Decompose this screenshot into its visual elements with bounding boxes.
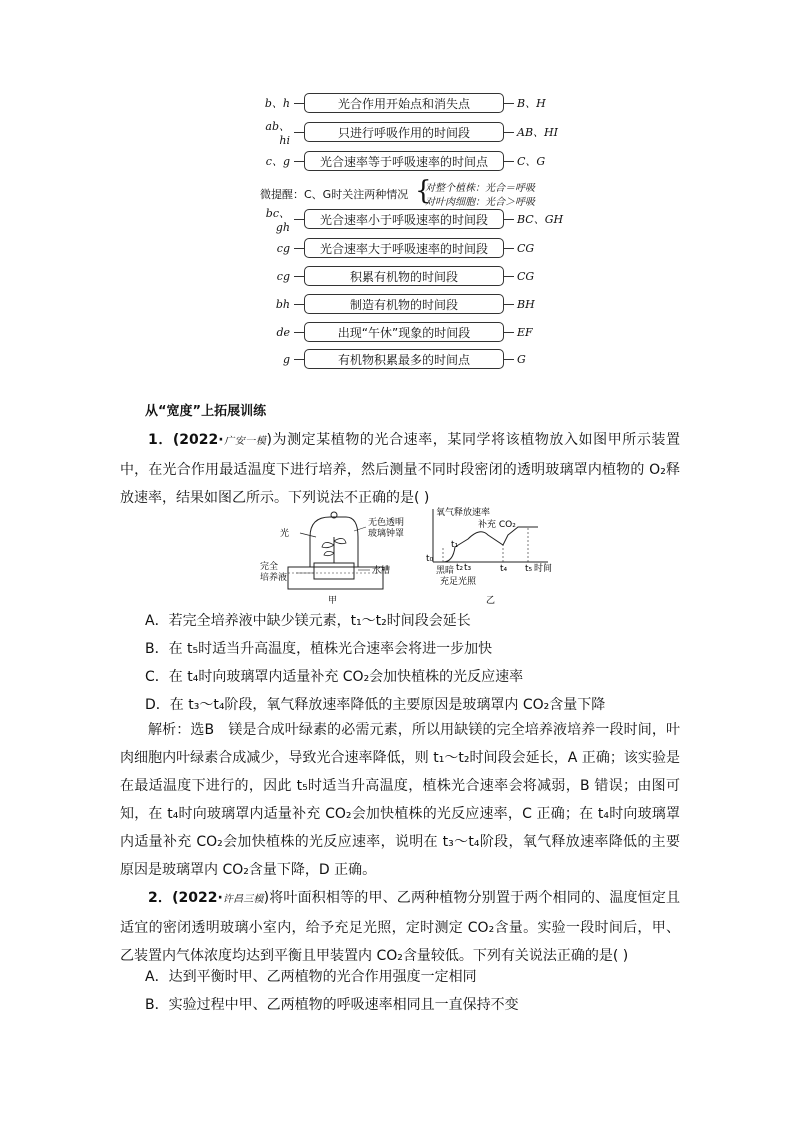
q1-option-a: A．若完全培养液中缺少镁元素，t₁～t₂时间段会延长 bbox=[145, 613, 471, 629]
map-right-key: B、H bbox=[517, 97, 546, 110]
question-1 bbox=[120, 426, 680, 512]
yi-light-label: 充足光照 bbox=[440, 577, 477, 587]
map-box: 制造有机物的时间段 bbox=[304, 294, 504, 314]
map-right-key: EF bbox=[517, 325, 533, 339]
map-right-key: C、G bbox=[517, 155, 546, 168]
map-right-key: G bbox=[517, 352, 526, 366]
t2-label: t₂ bbox=[456, 563, 464, 573]
map-row bbox=[260, 348, 580, 370]
t3-label: t₃ bbox=[464, 563, 472, 573]
tip-line-1: 对整个植株：光合＝呼吸 bbox=[425, 183, 535, 194]
map-row bbox=[260, 265, 580, 287]
q1-analysis-text: 解析：选B 镁是合成叶绿素的必需元素，所以用缺镁的完全培养液培养一段时间，叶肉细胞内叶绿素合成减少，导致光合速率降低，则 t₁～t₂时间段会延长，A 正确；该实验是在最适温度下进行的，因此 t₅时适当升高温度，植株光合速率会将减弱，B 错误；由图可知，在 t₄时向玻璃罩内适量补充 CO₂会加快植株的光反应速率，C 正确；在 t₄时向玻璃罩内适量补充 CO₂会加快植株的光反应速率，说明在 t₃～t₄阶段，氧气释放速率降低的主要原因是玻璃罩内 CO₂含量下降，D 正确。 bbox=[120, 722, 680, 878]
map-row bbox=[260, 92, 580, 114]
jia-cover-label-2: 玻璃钟罩 bbox=[368, 529, 405, 539]
section-title: 从“宽度”上拓展训练 bbox=[145, 404, 267, 419]
map-left-key: bh bbox=[275, 297, 290, 311]
jia-tank-label: 水槽 bbox=[372, 566, 391, 576]
jia-solution-label-1: 完全 bbox=[260, 562, 279, 572]
tip-note bbox=[260, 178, 580, 208]
map-row bbox=[260, 237, 580, 259]
map-left-key: g bbox=[282, 352, 290, 366]
experiment-figure bbox=[258, 507, 558, 607]
jia-solution-label-2: 培养液 bbox=[260, 573, 288, 583]
map-left-key: de bbox=[276, 325, 290, 339]
map-right-key: BH bbox=[517, 297, 535, 311]
figure-yi bbox=[426, 507, 552, 606]
q2-text: )将叶面积相等的甲、乙两种植物分别置于两个相同的、温度恒定且适宜的密闭透明玻璃小室内，给予充足光照，定时测定 CO₂含量。实验一段时间后，甲、乙装置内气体浓度均达到平衡且甲装置内 CO₂含量较低。下列有关说法正确的是( ) bbox=[120, 890, 680, 964]
map-row bbox=[260, 206, 580, 234]
tip-label: 微提醒：C、G时关注两种情况 bbox=[260, 188, 409, 201]
yi-co2-label: 补充 CO₂ bbox=[478, 520, 516, 530]
map-box: 光合速率小于呼吸速率的时间段 bbox=[304, 209, 504, 229]
q1-option-c: C．在 t₄时向玻璃罩内适量补充 CO₂会加快植株的光反应速率 bbox=[145, 669, 524, 685]
map-row bbox=[260, 293, 580, 315]
map-row bbox=[260, 119, 580, 147]
map-left-key: bc、gh bbox=[265, 206, 290, 234]
map-box: 有机物积累最多的时间点 bbox=[304, 349, 504, 369]
t1-label: t₁ bbox=[451, 540, 459, 550]
map-box: 只进行呼吸作用的时间段 bbox=[304, 122, 504, 142]
brace-icon: { bbox=[415, 176, 432, 206]
q2-source: 许昌三模 bbox=[222, 894, 264, 905]
q2-option-a: A．达到平衡时甲、乙两植物的光合作用强度一定相同 bbox=[145, 969, 477, 985]
map-left-key: c、g bbox=[265, 155, 290, 168]
map-left-key: b、h bbox=[264, 97, 290, 110]
map-right-key: BC、GH bbox=[517, 213, 564, 226]
map-box: 光合速率等于呼吸速率的时间点 bbox=[304, 151, 504, 171]
t5-label: t₅ bbox=[525, 564, 533, 574]
map-left-key: cg bbox=[276, 269, 290, 283]
map-row bbox=[260, 150, 580, 172]
map-right-key: AB、HI bbox=[517, 126, 558, 139]
map-left-key: ab、hi bbox=[265, 119, 290, 147]
map-box: 积累有机物的时间段 bbox=[304, 266, 504, 286]
q2-option-b: B．实验过程中甲、乙两植物的呼吸速率相同且一直保持不变 bbox=[145, 997, 519, 1013]
question-2 bbox=[120, 884, 680, 970]
q1-analysis bbox=[120, 716, 680, 884]
q1-number: 1．(2022· bbox=[148, 432, 224, 448]
yi-ylabel: 氧气释放速率 bbox=[436, 508, 491, 518]
yi-caption: 乙 bbox=[486, 596, 496, 606]
map-box: 光合作用开始点和消失点 bbox=[304, 93, 504, 113]
q1-option-d: D．在 t₃～t₄阶段，氧气释放速率降低的主要原因是玻璃罩内 CO₂含量下降 bbox=[145, 697, 606, 713]
q1-source: 广安一模 bbox=[223, 436, 267, 447]
map-right-key: CG bbox=[517, 269, 535, 283]
t4-label: t₄ bbox=[500, 564, 508, 574]
jia-cover-label-1: 无色透明 bbox=[368, 518, 405, 528]
map-box: 光合速率大于呼吸速率的时间段 bbox=[304, 238, 504, 258]
q1-option-b: B．在 t₅时适当升高温度，植株光合速率会将进一步加快 bbox=[145, 641, 493, 657]
map-left-key: cg bbox=[276, 241, 290, 255]
t0-label: t₀ bbox=[426, 554, 434, 564]
map-box: 出现“午休”现象的时间段 bbox=[304, 322, 504, 342]
figure-jia bbox=[260, 512, 404, 606]
q1-text: )为测定某植物的光合速率，某同学将该植物放入如图甲所示装置中，在光合作用最适温度下进行培养，然后测量不同时段密闭的透明玻璃罩内植物的 O₂释放速率，结果如图乙所示。下列说法不正确的是( ) bbox=[120, 432, 680, 506]
yi-time-label: 时间 bbox=[534, 564, 553, 574]
tip-line-2: 对叶肉细胞：光合＞呼吸 bbox=[425, 197, 535, 208]
map-right-key: CG bbox=[517, 241, 535, 255]
q2-number: 2．(2022· bbox=[148, 890, 223, 906]
yi-dark-label: 黑暗 bbox=[436, 566, 455, 576]
map-row bbox=[260, 321, 580, 343]
jia-caption: 甲 bbox=[328, 596, 338, 606]
jia-light-label: 光 bbox=[280, 529, 290, 539]
